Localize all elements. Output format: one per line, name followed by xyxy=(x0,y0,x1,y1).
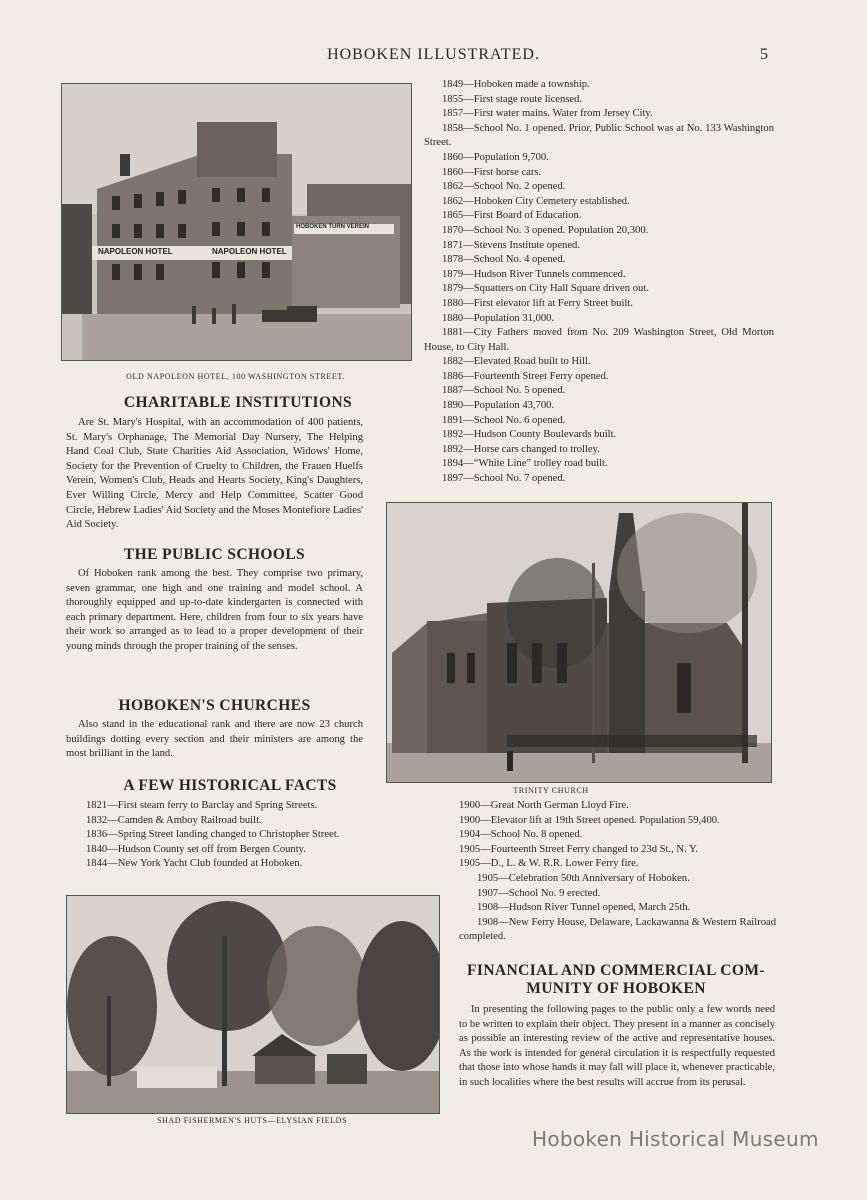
churches-heading: HOBOKEN'S CHURCHES xyxy=(118,697,311,714)
fact-item: 1862—School No. 2 opened. xyxy=(442,181,566,193)
fact-item: 1879—Hudson River Tunnels commenced. xyxy=(442,268,626,280)
fact-item: 1871—Stevens Institute opened. xyxy=(442,239,580,251)
fact-item: 1832—Camden & Amboy Railroad built. xyxy=(86,814,262,826)
huts-caption: SHAD FISHERMEN'S HUTS—ELYSIAN FIELDS xyxy=(156,1116,348,1125)
fact-item: 1844—New York Yacht Club founded at Hoboken. xyxy=(86,858,303,870)
fact-item: 1900—Elevator lift at 19th Street opened. Population 59,400. xyxy=(459,814,720,826)
fact-item: 1891—School No. 6 opened. xyxy=(442,414,566,426)
fact-item: 1881—City Fathers moved from No. 209 Washington Street, Old Morton House, to City Hall. xyxy=(424,327,774,353)
hotel-caption: OLD NAPOLEON HOTEL, 100 WASHINGTON STREET. xyxy=(126,372,345,381)
fact-item: 1880—Population 31,000. xyxy=(442,312,555,324)
fact-item: 1908—New Ferry House, Delaware, Lackawanna & Western Railroad completed. xyxy=(459,916,776,943)
fact-item: 1894—“White Line” trolley road built. xyxy=(442,458,608,470)
fact-item: 1882—Elevated Road built to Hill. xyxy=(442,356,591,368)
financial-body: In presenting the following pages to the public only a few words need to be written to explain their object. They present in a manner as concisely as possible an interesting review of the active and representative houses. As the work is intended for general circulation it is respectfully requested that those into whose hands it may fall will place it, whenever practicable, in such localities where the best results will accrue from its perusal. xyxy=(459,1004,775,1088)
fact-item: 1905—D., L. & W. R.R. Lower Ferry fire. xyxy=(459,858,639,870)
fact-item: 1858—School No. 1 opened. Prior, Public School was at No. 133 Washington Street. xyxy=(424,122,774,149)
fact-item: 1860—Population 9,700. xyxy=(442,151,549,163)
fact-item: 1892—Horse cars changed to trolley. xyxy=(442,443,600,455)
fact-item: 1857—First water mains. Water from Jersey City. xyxy=(442,108,653,120)
hotel-sign-side: HOBOKEN TURN VEREIN xyxy=(296,224,370,230)
fact-item: 1849—Hoboken made a township. xyxy=(442,79,590,90)
financial-heading-line-1: FINANCIAL AND COMMERCIAL COM- xyxy=(467,962,765,979)
fact-item: 1892—Hudson County Boulevards built. xyxy=(442,429,617,441)
fact-item: 1905—Fourteenth Street Ferry changed to 23d St., N. Y. xyxy=(459,843,698,855)
fishermen-huts-illustration xyxy=(67,896,439,1113)
trinity-church-illustration xyxy=(387,503,771,782)
fact-item: 1890—Population 43,700. xyxy=(442,400,555,412)
facts-heading: A FEW HISTORICAL FACTS xyxy=(123,777,337,794)
napoleon-hotel-photo xyxy=(61,83,412,361)
trinity-church-photo xyxy=(386,502,772,783)
fact-item: 1860—First horse cars. xyxy=(442,166,542,178)
fact-item: 1865—First Board of Education. xyxy=(442,210,582,222)
fact-item: 1905—Celebration 50th Anniversary of Hoboken. xyxy=(477,872,690,884)
charitable-body: Are St. Mary's Hospital, with an accommodation of 400 patients, St. Mary's Orphanage, The Memorial Day Nursery, The Helping Hand Coal Club, State Charities Aid Association, Widows' Home, Society for the Prevention of Cruelty to Children, the Frauen Huelfs Verein, Women's Club, Heads and Hearts Society, King's Daughters, Ever Willing Circle, Mercy and Help Committee, Scatter Good Circle, Hebrew Ladies' Aid Society and the Moses Montefiore Ladies' Aid Society. xyxy=(66,417,363,531)
fact-item: 1879—Squatters on City Hall Square driven out. xyxy=(442,283,649,295)
page-number: 5 xyxy=(760,46,768,63)
facts-list-left xyxy=(68,799,418,872)
fact-item: 1900—Great North German Lloyd Fire. xyxy=(459,800,629,811)
fact-item: 1880—First elevator lift at Ferry Street built. xyxy=(442,297,633,309)
fact-item: 1886—Fourteenth Street Ferry opened. xyxy=(442,370,609,382)
schools-heading: THE PUBLIC SCHOOLS xyxy=(123,546,306,563)
fact-item: 1908—Hudson River Tunnel opened, March 25th. xyxy=(477,902,691,914)
fact-item: 1840—Hudson County set off from Bergen County. xyxy=(86,843,306,855)
fact-item: 1870—School No. 3 opened. Population 20,300. xyxy=(442,224,649,236)
trinity-caption: TRINITY CHURCH xyxy=(513,786,589,795)
charitable-heading: CHARITABLE INSTITUTIONS xyxy=(123,394,353,411)
fact-item: 1907—School No. 9 erected. xyxy=(477,887,601,899)
financial-heading xyxy=(454,962,778,998)
schools-body: Of Hoboken rank among the best. They comprise two primary, seven grammar, one high and one training and model school. A thoroughly equipped and up-to-date kindergarten is connected with each primary department. Here, children from four to six years have their work so arranged as to lead to a proper development of their young minds through the proper training of the senses. xyxy=(66,568,363,652)
fact-item: 1821—First steam ferry to Barclay and Spring Streets. xyxy=(86,800,318,811)
facts-list-right xyxy=(459,799,776,945)
fact-item: 1855—First stage route licensed. xyxy=(442,93,583,105)
fact-item: 1836—Spring Street landing changed to Christopher Street. xyxy=(86,829,340,841)
churches-body: Also stand in the educational rank and there are now 23 church buildings dotting every section and their ministers are among the most brilliant in the land. xyxy=(66,719,363,760)
hotel-sign-main: NAPOLEON HOTEL xyxy=(98,247,173,256)
fishermen-huts-photo xyxy=(66,895,440,1114)
fact-item: 1887—School No. 5 opened. xyxy=(442,385,566,397)
museum-watermark: Hoboken Historical Museum xyxy=(532,1127,819,1151)
fact-item: 1862—Hoboken City Cemetery established. xyxy=(442,195,630,207)
napoleon-hotel-illustration xyxy=(62,84,411,360)
fact-item: 1878—School No. 4 opened. xyxy=(442,254,566,266)
facts-list-top xyxy=(424,78,774,487)
running-header: HOBOKEN ILLUSTRATED. xyxy=(327,46,540,63)
financial-heading-line-2: MUNITY OF HOBOKEN xyxy=(526,980,706,997)
fact-item: 1897—School No. 7 opened. xyxy=(442,473,566,485)
hotel-sign-corner: NAPOLEON HOTEL xyxy=(212,247,287,256)
fact-item: 1904—School No. 8 opened. xyxy=(459,829,583,841)
